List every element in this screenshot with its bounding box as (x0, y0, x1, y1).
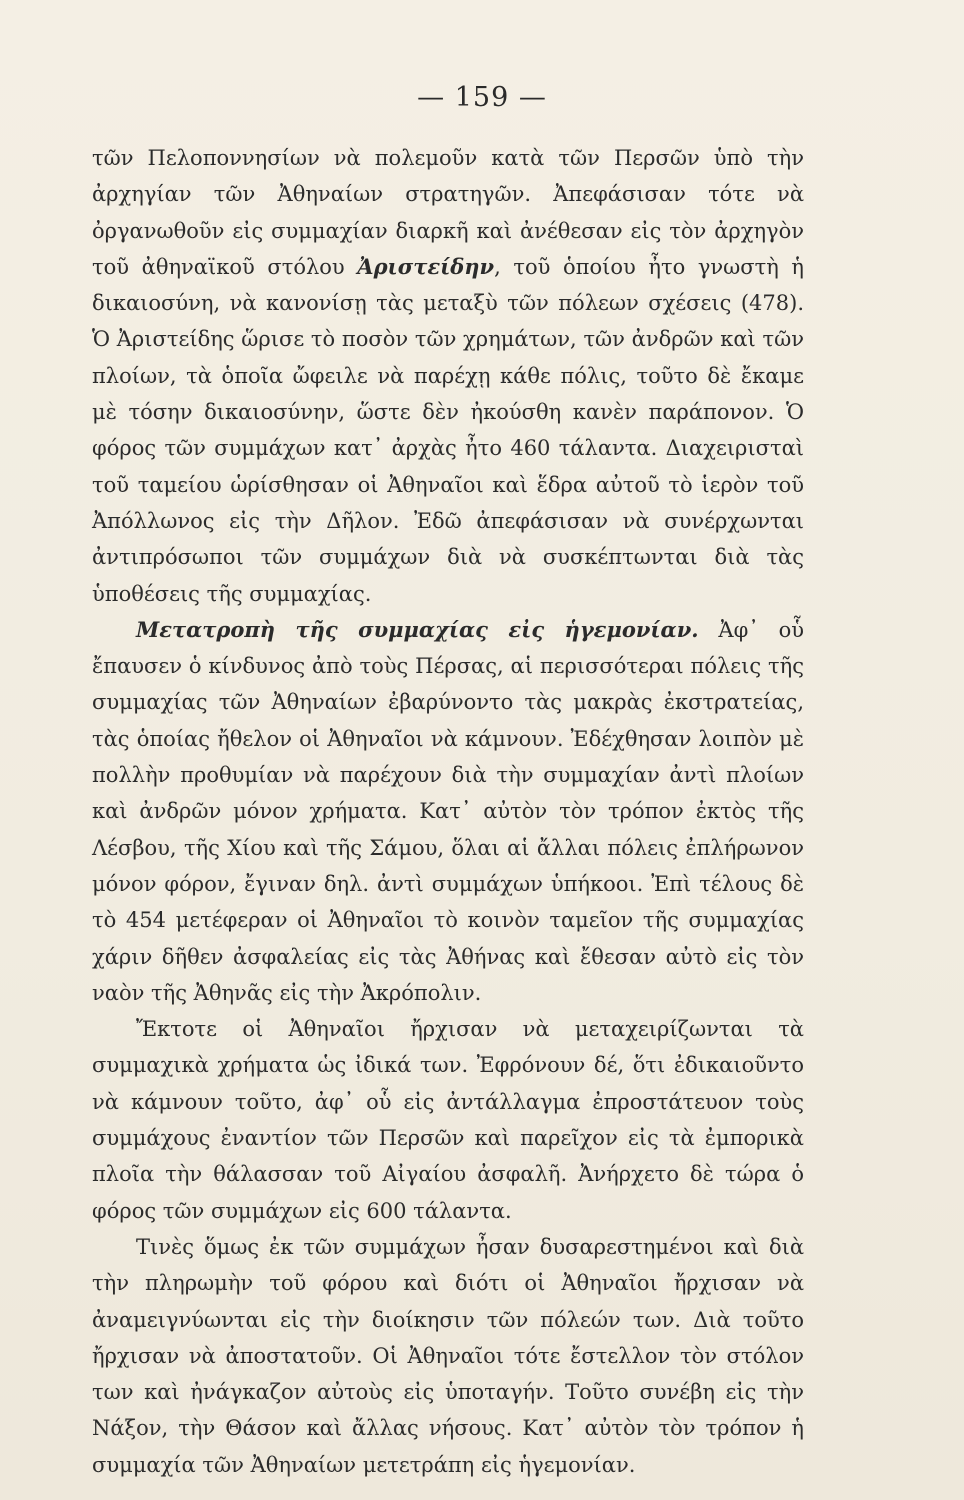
paragraph-1 (92, 140, 804, 612)
paragraph-text: τῶν Πελοποννησίων νὰ πολεμοῦν κατὰ τῶν Περσῶν ὑπὸ τὴν ἀρχηγίαν τῶν Ἀθηναίων στρατηγῶν. Ἀπεφάσισαν τότε νὰ ὀργανωθοῦν εἰς συμμαχίαν διαρκῆ καὶ ἀνέθεσαν εἰς τὸν ἀρχηγὸν τοῦ ἀθηναϊκοῦ στόλου (92, 146, 804, 279)
paragraph-3 (92, 1011, 804, 1229)
paragraph-text: Τινὲς ὅμως ἐκ τῶν συμμάχων ἦσαν δυσαρεστημένοι καὶ διὰ τὴν πληρωμὴν τοῦ φόρου καὶ διότι οἱ Ἀθηναῖοι ἤρχισαν νὰ ἀναμειγνύωνται εἰς τὴν διοίκησιν τῶν πόλεών των. Διὰ τοῦτο ἤρχισαν νὰ ἀποστατοῦν. Οἱ Ἀθηναῖοι τότε ἔστελλον τὸν στόλον των καὶ ἠνάγκαζον αὐτοὺς εἰς ὑποταγήν. Τοῦτο συνέβη εἰς τὴν Νάξον, τὴν Θάσον καὶ ἄλλας νήσους. Κατ᾽ αὐτὸν τὸν τρόπον ἡ συμμαχία τῶν Ἀθηναίων μετετράπη εἰς ἡγεμονίαν. (92, 1234, 804, 1477)
page-number: — 159 — (417, 82, 547, 113)
section-heading: Μετατροπὴ τῆς συμμαχίας εἰς ἡγεμονίαν. (136, 616, 699, 642)
paragraph-text: Ἀφ᾽ οὗ ἔπαυσεν ὁ κίνδυνος ἀπὸ τοὺς Πέρσας, αἱ περισσότεραι πόλεις τῆς συμμαχίας τῶν Ἀθηναίων ἐβαρύνοντο τὰς μακρὰς ἐκστρατείας, τὰς ὁποίας ἤθελον οἱ Ἀθηναῖοι νὰ κάμνουν. Ἐδέχθησαν λοιπὸν μὲ πολλὴν προθυμίαν νὰ παρέχουν διὰ τὴν συμμαχίαν ἀντὶ πλοίων καὶ ἀνδρῶν μόνον χρήματα. Κατ᾽ αὐτὸν τὸν τρόπον ἐκτὸς τῆς Λέσβου, τῆς Χίου καὶ τῆς Σάμου, ὅλαι αἱ ἄλλαι πόλεις ἐπλήρωνον μόνον φόρον, ἔγιναν δηλ. ἀντὶ συμμάχων ὑπήκοοι. Ἐπὶ τέλους δὲ τὸ 454 μετέφεραν οἱ Ἀθηναῖοι τὸ κοινὸν ταμεῖον τῆς συμμαχίας χάριν δῆθεν ἀσφαλείας εἰς τὰς Ἀθήνας καὶ ἔθεσαν αὐτὸ εἰς τὸν ναὸν τῆς Ἀθηνᾶς εἰς τὴν Ἀκρόπολιν. (92, 617, 804, 1005)
emphasized-name: Ἀριστείδην (357, 253, 495, 279)
paragraph-4 (92, 1229, 804, 1483)
paragraph-text: Ἔκτοτε οἱ Ἀθηναῖοι ἤρχισαν νὰ μεταχειρίζωνται τὰ συμμαχικὰ χρήματα ὡς ἰδικά των. Ἐφρόνουν δέ, ὅτι ἐδικαιοῦντο νὰ κάμνουν τοῦτο, ἀφ᾽ οὗ εἰς ἀντάλλαγμα ἐπροστάτευον τοὺς συμμάχους ἐναντίον τῶν Περσῶν καὶ παρεῖχον εἰς τὰ ἐμπορικὰ πλοῖα τὴν θάλασσαν τοῦ Αἰγαίου ἀσφαλῆ. Ἀνήρχετο δὲ τώρα ὁ φόρος τῶν συμμάχων εἰς 600 τάλαντα. (92, 1017, 804, 1223)
paragraph-2 (92, 612, 804, 1011)
body-text (92, 140, 804, 1483)
paragraph-text: , τοῦ ὁποίου ἦτο γνωστὴ ἡ δικαιοσύνη, νὰ κανονίσῃ τὰς μεταξὺ τῶν πόλεων σχέσεις (478). Ὁ Ἀριστείδης ὥρισε τὸ ποσὸν τῶν χρημάτων, τῶν ἀνδρῶν καὶ τῶν πλοίων, τὰ ὁποῖα ὤφειλε νὰ παρέχῃ κάθε πόλις, τοῦτο δὲ ἔκαμε μὲ τόσην δικαιοσύνην, ὥστε δὲν ἠκούσθη κανὲν παράπονον. Ὁ φόρος τῶν συμμάχων κατ᾽ ἀρχὰς ἦτο 460 τάλαντα. Διαχειρισταὶ τοῦ ταμείου ὡρίσθησαν οἱ Ἀθηναῖοι καὶ ἕδρα αὐτοῦ τὸ ἱερὸν τοῦ Ἀπόλλωνος εἰς τὴν Δῆλον. Ἐδῶ ἀπεφάσισαν νὰ συνέρχωνται ἀντιπρόσωποι τῶν συμμάχων διὰ νὰ συσκέπτωνται διὰ τὰς ὑποθέσεις τῆς συμμαχίας. (92, 254, 804, 606)
